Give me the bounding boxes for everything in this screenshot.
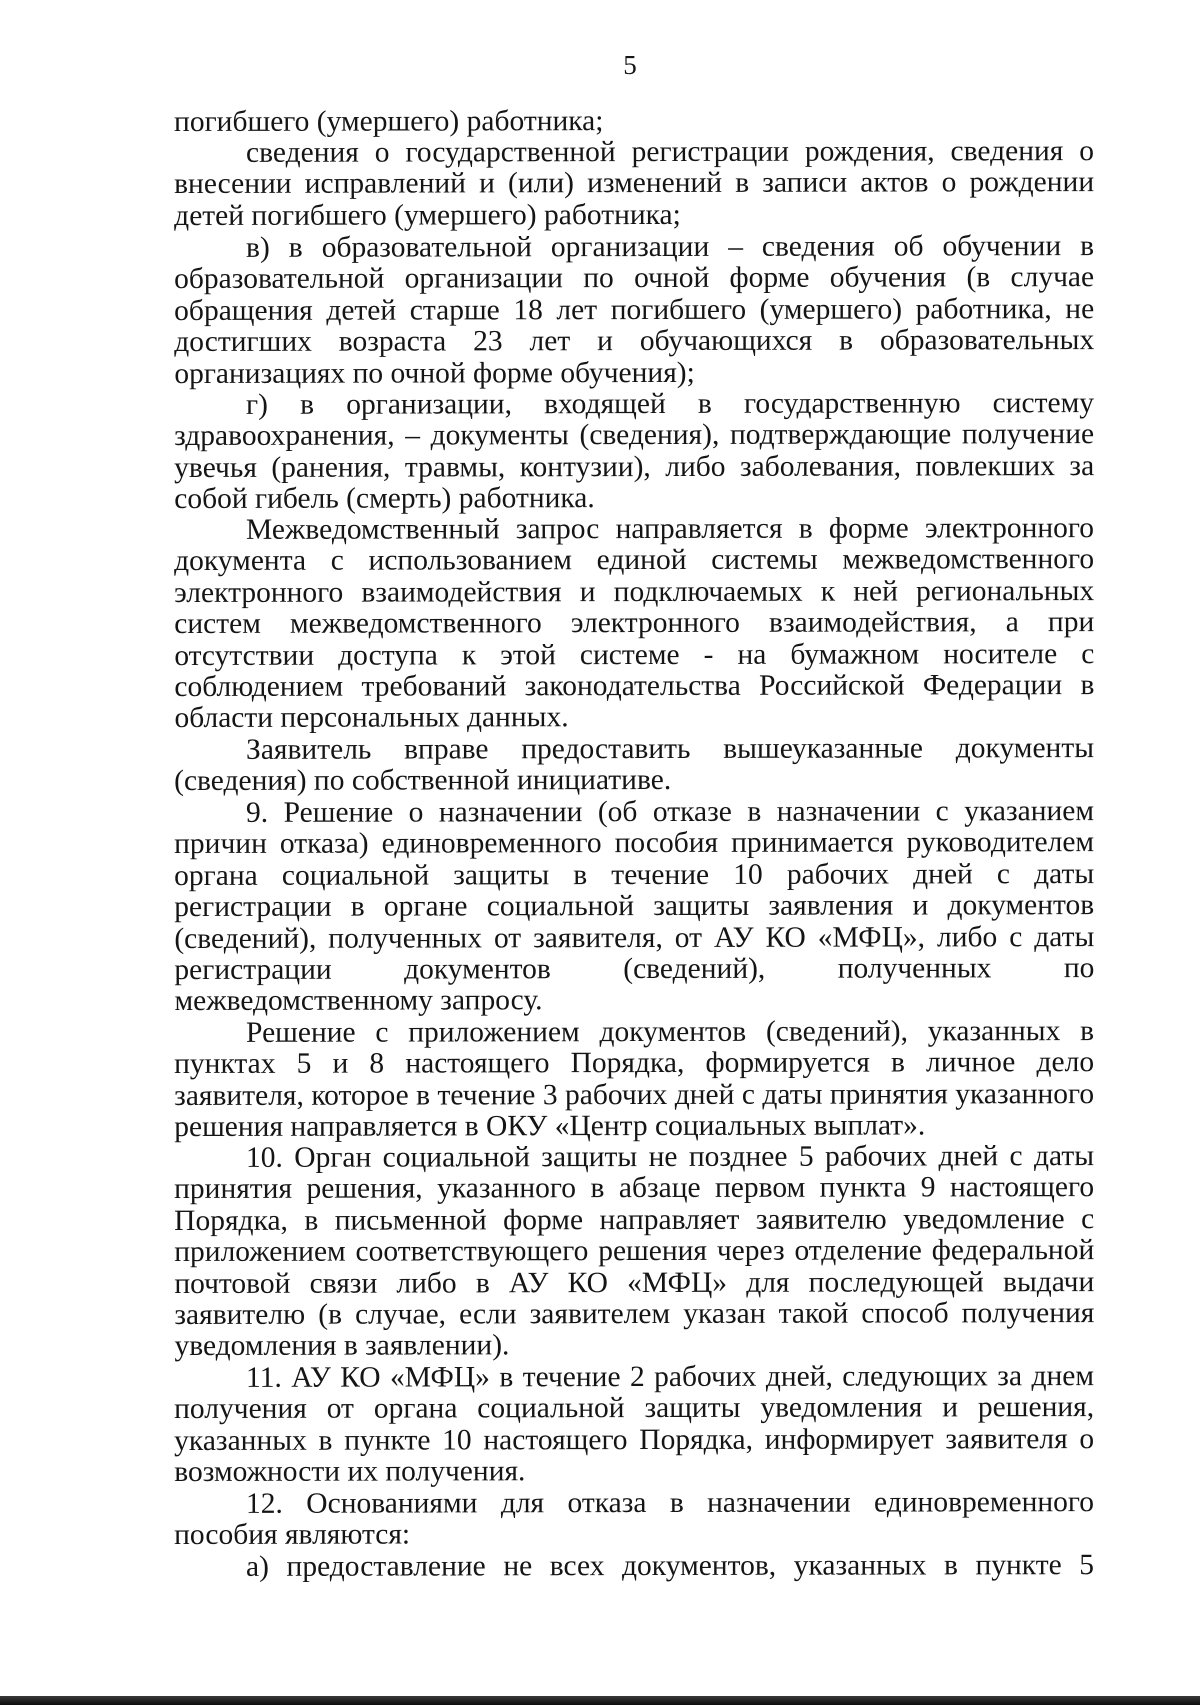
paragraph: 9. Решение о назначении (об отказе в назначении с указанием причин отказа) единовременного пособия принимается руководителем органа социальной защиты в течение 10 рабочих дней с даты регистрации в органе социальной защиты заявления и документов (сведений), полученных от заявителя, от АУ КО «МФЦ», либо с даты регистрации документов (сведений), полученных по межведомственному запросу.	[174, 795, 1095, 1018]
document-body	[174, 107, 1094, 1583]
paragraph: 10. Орган социальной защиты не позднее 5 рабочих дней с даты принятия решения, указанного в абзаце первом пункта 9 настоящего Порядка, в письменной форме направляет заявителю уведомление с приложением соответствующего решения через отделение федеральной почтовой связи либо в АУ КО «МФЦ» для последующей выдачи заявителю (в случае, если заявителем указан такой способ получения уведомления в заявлении).	[174, 1140, 1095, 1363]
paragraph: погибшего (умершего) работника;	[173, 105, 604, 138]
scan-bottom-edge	[0, 1696, 1200, 1705]
paragraph: 12. Основаниями для отказа в назначении единовременного пособия являются:	[174, 1485, 1095, 1552]
paragraph: сведения о государственной регистрации рождения, сведения о внесении исправлений и (или) изменений в записи актов о рождении детей погибшего (умершего) работника;	[174, 135, 1095, 233]
paragraph: Решение с приложением документов (сведений), указанных в пунктах 5 и 8 настоящего Порядка, формируется в личное дело заявителя, которое в течение 3 рабочих дней с даты принятия указанного решения направляется в ОКУ «Центр социальных выплат».	[174, 1014, 1095, 1143]
paragraph: в) в образовательной организации – сведения об обучении в образовательной организации по очной форме обучения (в случае обращения детей старше 18 лет погибшего (умершего) работника, не достигших возраста 23 лет и обучающихся в образовательных организациях по очной форме обучения);	[174, 229, 1095, 390]
paragraph: а) предоставление не всех документов, указанных в пункте 5	[245, 1548, 1095, 1583]
page-number: 5	[623, 50, 637, 80]
paragraph: Заявитель вправе предоставить вышеуказанные документы (сведения) по собственной инициативе.	[174, 732, 1095, 798]
paragraph: Межведомственный запрос направляется в форме электронного документа с использованием единой системы межведомственного электронного взаимодействия и подключаемых к ней региональных систем межведомственного электронного взаимодействия, а при отсутствии доступа к этой системе - на бумажном носителе с соблюдением требований законодательства Российской Федерации в области персональных данных.	[174, 512, 1095, 735]
paragraph: г) в организации, входящей в государственную систему здравоохранения, – документы (сведения), подтверждающие получение увечья (ранения, травмы, контузии), либо заболевания, повлекших за собой гибель (смерть) работника.	[174, 386, 1095, 515]
paragraph: 11. АУ КО «МФЦ» в течение 2 рабочих дней, следующих за днем получения от органа социальной защиты уведомления и решения, указанных в пункте 10 настоящего Порядка, информирует заявителя о возможности их получения.	[174, 1360, 1095, 1489]
